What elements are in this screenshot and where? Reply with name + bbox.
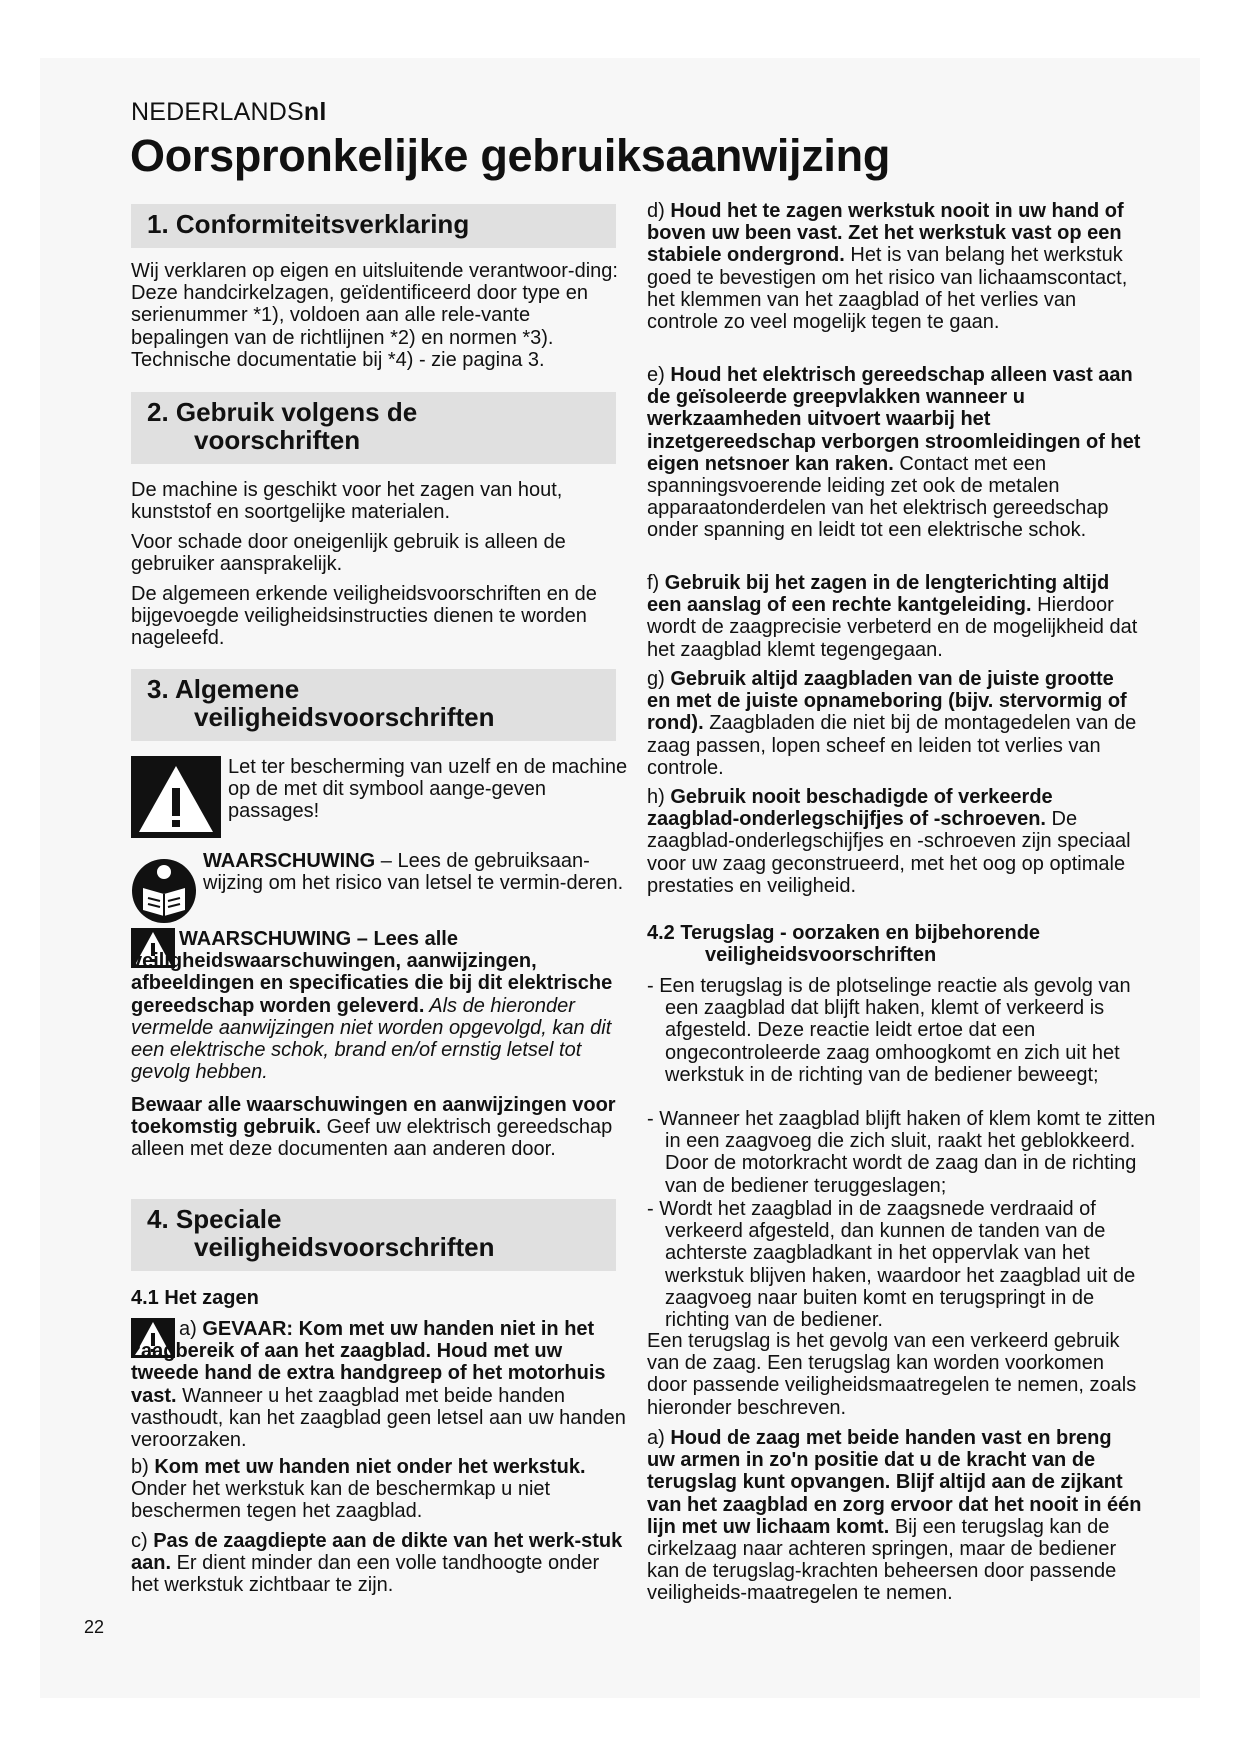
section-2-paragraph-2: Voor schade door oneigenlijk gebruik is alleen de gebruiker aansprakelijk. [131, 531, 566, 576]
page-number: 22 [84, 1617, 105, 1637]
section-2-heading [131, 392, 616, 464]
item-c: c) Pas de zaagdiepte aan de dikte van het werk-stuk aan. Er dient minder dan een volle tandhoogte onder het werkstuk zichtbaar te zijn. [131, 1530, 623, 1597]
section-3-heading-line2: veiligheidsvoorschriften [194, 702, 495, 732]
section-1-heading: 1. Conformiteitsverklaring [131, 204, 616, 248]
section-2-paragraph-1: De machine is geschikt voor het zagen van hout, kunststof en soortgelijke materialen. [131, 479, 563, 524]
section-4-heading-line2: veiligheidsvoorschriften [194, 1232, 495, 1262]
language-header [131, 98, 327, 127]
kickback-explanation: Een terugslag is het gevolg van een verkeerd gebruik van de zaag. Een terugslag kan worden voorkomen door passende veiligheidsmaatregelen te nemen, zoals hieronder beschreven. [647, 1330, 1137, 1419]
symbol-note: Let ter bescherming van uzelf en de machine op de met dit symbool aange-geven passages! [228, 756, 628, 823]
item-a-danger: a) GEVAAR: Kom met uw handen niet in het zaagbereik of aan het zaagblad. Houd met uw tweede hand de extra handgreep of het motorhuis vast. Wanneer u het zaagblad met beide handen vasthoudt, kan het zaagblad geen letsel aan uw handen veroorzaken. [131, 1318, 626, 1452]
warning-read-manual: WAARSCHUWING – Lees de gebruiksaan-wijzing om het risico van letsel te vermin-deren. [203, 850, 624, 895]
warning-triangle-icon [131, 756, 221, 838]
item-f: f) Gebruik bij het zagen in de lengterichting altijd een aanslag of een rechte kantgeleiding. Hierdoor wordt de zaagprecisie verbeterd en de mogelijkheid dat het zaagblad klemt tegengegaan. [647, 572, 1138, 661]
subsection-4-2-title: 4.2 Terugslag - oorzaken en bijbehorende veiligheidsvoorschriften [647, 922, 1041, 966]
item-d: d) Houd het te zagen werkstuk nooit in uw hand of boven uw been vast. Zet het werkstuk vast op een stabiele ondergrond. Het is van belang het werkstuk goed te bevestigen om het risico van lichaamscontact, het klemmen van het zaagblad of het verlies van controle zo veel mogelijk tegen te gaan. [647, 200, 1128, 334]
kickback-bullet-2: - Wanneer het zaagblad blijft haken of klem komt te zitten in een zaagvoeg die zich sluit, raakt het geblokkeerd. Door de motorkracht wordt de zaag dan in de richting van de bediener teruggeslagen; [647, 1108, 1156, 1197]
section-2-heading-line2: voorschriften [194, 425, 361, 455]
section-2-heading-line1: 2. Gebruik volgens de [147, 397, 418, 427]
section-1-text: Wij verklaren op eigen en uitsluitende verantwoor-ding: Deze handcirkelzagen, geïdentificeerd door type en serienummer *1), voldoen aan alle rele-vante bepalingen van de richtlijnen *2) en normen *3). Technische documentatie bij *4) - zie pagina 3. [131, 260, 618, 371]
section-4-heading [131, 1199, 616, 1271]
section-2-paragraph-3: De algemeen erkende veiligheidsvoorschriften en de bijgevoegde veiligheidsinstructies dienen te worden nageleefd. [131, 583, 597, 650]
item-e: e) Houd het elektrisch gereedschap alleen vast aan de geïsoleerde greepvlakken wanneer u werkzaamheden uitvoert waarbij het inzetgereedschap verborgen stroomleidingen of het eigen netsnoer kan raken. Contact met een spanningsvoerende leiding zet ook de metalen apparaatonderdelen van het elektrisch gereedschap onder spanning en leidt tot een elektrische schok. [647, 364, 1141, 542]
warning-read-all: WAARSCHUWING – Lees alle veiligheidswaarschuwingen, aanwijzingen, afbeeldingen en specificaties die bij dit elektrische gereedschap worden geleverd. Als de hieronder vermelde aanwijzingen niet worden opgevolgd, kan dit een elektrische schok, brand en/of ernstig letsel tot gevolg hebben. [131, 928, 613, 1084]
section-3-heading-line1: 3. Algemene [147, 674, 300, 704]
item-g: g) Gebruik altijd zaagbladen van de juiste grootte en met de juiste opnameboring (bijv. stervormig of rond). Zaagbladen die niet bij de montagedelen van de zaag passen, lopen scheef en leiden tot verlies van controle. [647, 668, 1137, 779]
section-3-heading [131, 669, 616, 741]
item-h: h) Gebruik nooit beschadigde of verkeerde zaagblad-onderlegschijfjes of -schroeven. De zaagblad-onderlegschijfjes en -schroeven zijn speciaal voor uw zaag geconstrueerd, met het oog op optimale prestaties en veiligheid. [647, 786, 1131, 897]
kickback-bullet-3: - Wordt het zaagblad in de zaagsnede verdraaid of verkeerd afgesteld, dan kunnen de tanden van de achterste zaagbladkant in het oppervlak van het werkstuk blijven haken, waardoor het zaagblad uit de zaagvoeg naar buiten komt en terugspringt in de richting van de bediener. [647, 1198, 1136, 1332]
section-4-heading-line1: 4. Speciale [147, 1204, 282, 1234]
keep-instructions: Bewaar alle waarschuwingen en aanwijzingen voor toekomstig gebruik. Geef uw elektrisch gereedschap alleen met deze documenten aan anderen door. [131, 1094, 616, 1161]
kickback-bullet-1: - Een terugslag is de plotselinge reactie als gevolg van een zaagblad dat blijft haken, klemt of verkeerd is afgesteld. Deze reactie leidt ertoe dat een ongecontroleerde zaag omhoogkomt en zich uit het werkstuk in de richting van de bediener beweegt; [647, 975, 1131, 1086]
language-label: NEDERLANDS [131, 98, 304, 126]
language-code: nl [303, 98, 327, 126]
kickback-item-a: a) Houd de zaag met beide handen vast en breng uw armen in zo'n positie dat u de kracht van de terugslag kunt opvangen. Blijf altijd aan de zijkant van het zaagblad en zorg ervoor dat het nooit in één lijn met uw lichaam komt. Bij een terugslag kan de cirkelzaag naar achteren springen, maar de bediener kan de terugslag-krachten beheersen door passende veiligheids-maatregelen te nemen. [647, 1427, 1142, 1605]
item-b: b) Kom met uw handen niet onder het werkstuk. Onder het werkstuk kan de beschermkap u niet beschermen tegen het zaagblad. [131, 1456, 586, 1523]
page-title: Oorspronkelijke gebruiksaanwijzing [130, 130, 891, 181]
subsection-4-1-title: 4.1 Het zagen [131, 1287, 259, 1309]
read-manual-icon [131, 858, 197, 924]
